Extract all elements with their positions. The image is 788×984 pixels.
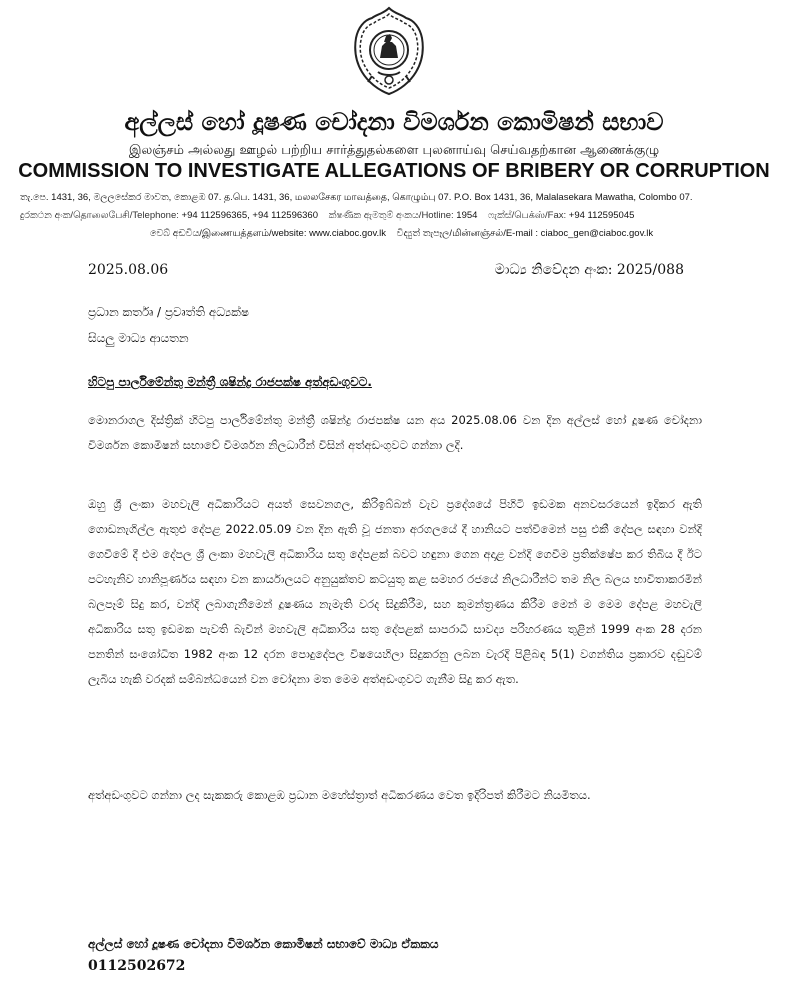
body-paragraph-3: අත්අඩංගුවට ගන්නා ලද සැකකරු කොළඹ ප්‍රධාන මහේස්ත්‍රාත් අධිකරණය වෙත ඉදිරිපත් කිරීමට නියමිතය. xyxy=(88,788,591,802)
postal-address: තැ.පෙ. 1431, 36, මලලසේකර මාවත, කොළඹ 07. த.பெ. 1431, 36, மலலசேகர மாவத்தை, கொழும்பு 07. P.O. Box 1431, 36, Malalasekara Mawatha, Colombo 07. xyxy=(20,192,693,203)
website-link[interactable]: www.ciaboc.gov.lk xyxy=(309,228,387,239)
recipient-line-2: සියලු මාධ්‍ය ආයතන xyxy=(88,331,189,345)
hotline-number: 1954 xyxy=(456,210,478,221)
fax-label: ෆැක්ස්/பெக்ஸ்/Fax: xyxy=(488,210,567,221)
commission-title-english: COMMISSION TO INVESTIGATE ALLEGATIONS OF BRIBERY OR CORRUPTION xyxy=(18,160,770,182)
commission-title-sinhala: අල්ලස් හෝ දූෂණ චෝදනා විමර්ශන කොමිෂන් සභාව xyxy=(124,108,664,136)
fax-number: +94 112595045 xyxy=(568,210,635,221)
media-unit-phone: 0112502672 xyxy=(88,958,186,974)
body-paragraph-1: මොනරාගල දිස්ත්‍රික් හිටපු පාර්ලිමේන්තු මන්ත්‍රී ශෂින්ද්‍ර රාජපක්ෂ යන අය 2025.08.06 වන දින අල්ලස් හෝ දූෂණ චෝදනා විමර්ශන කොමිෂන් සභාවේ විමර්ශන නිලධාරීන් විසින් අත්අඩංගුවට ගන්නා ලදි. xyxy=(88,413,702,452)
media-unit-signature: අල්ලස් හෝ දූෂණ චෝදනා විමර්ශන කොමිෂන් සභාවේ මාධ්‍ය ඒකකය xyxy=(88,937,439,951)
release-date: 2025.08.06 xyxy=(88,262,169,278)
telephone-label: දුරකථන අංක/தொலைபேசி/Telephone: xyxy=(20,210,179,221)
website-label: වෙබ් අඩවිය/இணையத்தளம்/website: xyxy=(150,228,307,239)
hotline-label: ක්ෂණික ඇමතුම් අංකය/Hotline: xyxy=(328,210,454,221)
email-link[interactable]: ciaboc_gen@ciaboc.gov.lk xyxy=(540,228,654,239)
telephone-numbers: +94 112596365, +94 112596360 xyxy=(181,210,318,221)
contact-numbers-line xyxy=(20,210,780,222)
recipient-line-1: ප්‍රධාන කර්තෘ / ප්‍රවෘත්ති අධ්‍යක්ෂ xyxy=(88,305,249,319)
body-paragraph-2: ඔහු ශ්‍රී ලංකා මහවැලි අධිකාරියට අයත් සෙවනගල, කිරිඉබ්බන් වැව ප්‍රදේශයේ පිහිටි ඉඩමක අනවසරයෙන් ඉදිකර ඇති ගොඩනැගිල්ල ඇතුළු දේපළ 2022.05.09 වන දින ඇති වූ ජනතා අරගලයේ දී හානියට පත්වීමෙන් පසු එකී දේපල සඳහා වන්දි ගෙවීමේ දී එම දේපල ශ්‍රී ලංකා මහවැලි අධිකාරිය සතු දේපළක් බවට හඳුනා ගෙන අදාළ වන්දි ගෙවීම ප්‍රතික්ෂේප කර තිබිය දී ඊට පටහැනිව හානිපූර්ණය සඳහා වන කාර්යාලයට අනුයුක්තව කටයුතු කළ සමහර රජයේ නිලධාරීන්ට තම නිල බලය භාවිතාකරමින් බලපෑම් සිදු කර, වන්දි ලබාගැනීමෙන් දූෂණය නැමැති වරද සිදුකිරීම, සහ කුමන්ත්‍රණය කිරීම මෙන් ම මෙම දේපළ මහවැලි අධිකාරිය සතු ඉඩමක පැවති බැවින් මහවැලි අධිකාරිය සතු දේපළක් සාපරාධී සාවද්‍ය පරිහරණය තුළින් 1999 අංක 28 දරන පනතින් සංශෝධිත 1982 අංක 12 දරන පොදුදේපල විෂයෙහිලා සිදුකරනු ලබන වැරදි පිළිබඳ 5(1) වගන්තිය ප්‍රකාරව දඬුවම් ලැබිය හැකි වරදක් සම්බන්ධයෙන් වන චෝදනා මත මෙම අත්අඩංගුවට ගැනීම සිදු කර ඇත. xyxy=(88,497,702,686)
release-reference-number: මාධ්‍ය නිවේදන අංක: 2025/088 xyxy=(494,262,684,278)
national-emblem-icon xyxy=(350,6,428,96)
commission-title-tamil: இலஞ்சம் அல்லது ஊழல் பற்றிய சார்த்துதல்களை புலனாய்வு செய்வதற்கான ஆணைக்குழு xyxy=(128,143,660,158)
subject-heading: හිටපු පාර්ලිමේන්තු මන්ත්‍රී ශෂින්ද්‍ර රාජපක්ෂ අත්අඩංගුවට. xyxy=(88,375,372,389)
email-label: විද්‍යුත් තැපෑල/மின்னஞ்சல்/E-mail : xyxy=(396,228,539,239)
web-contact-line xyxy=(150,228,780,240)
